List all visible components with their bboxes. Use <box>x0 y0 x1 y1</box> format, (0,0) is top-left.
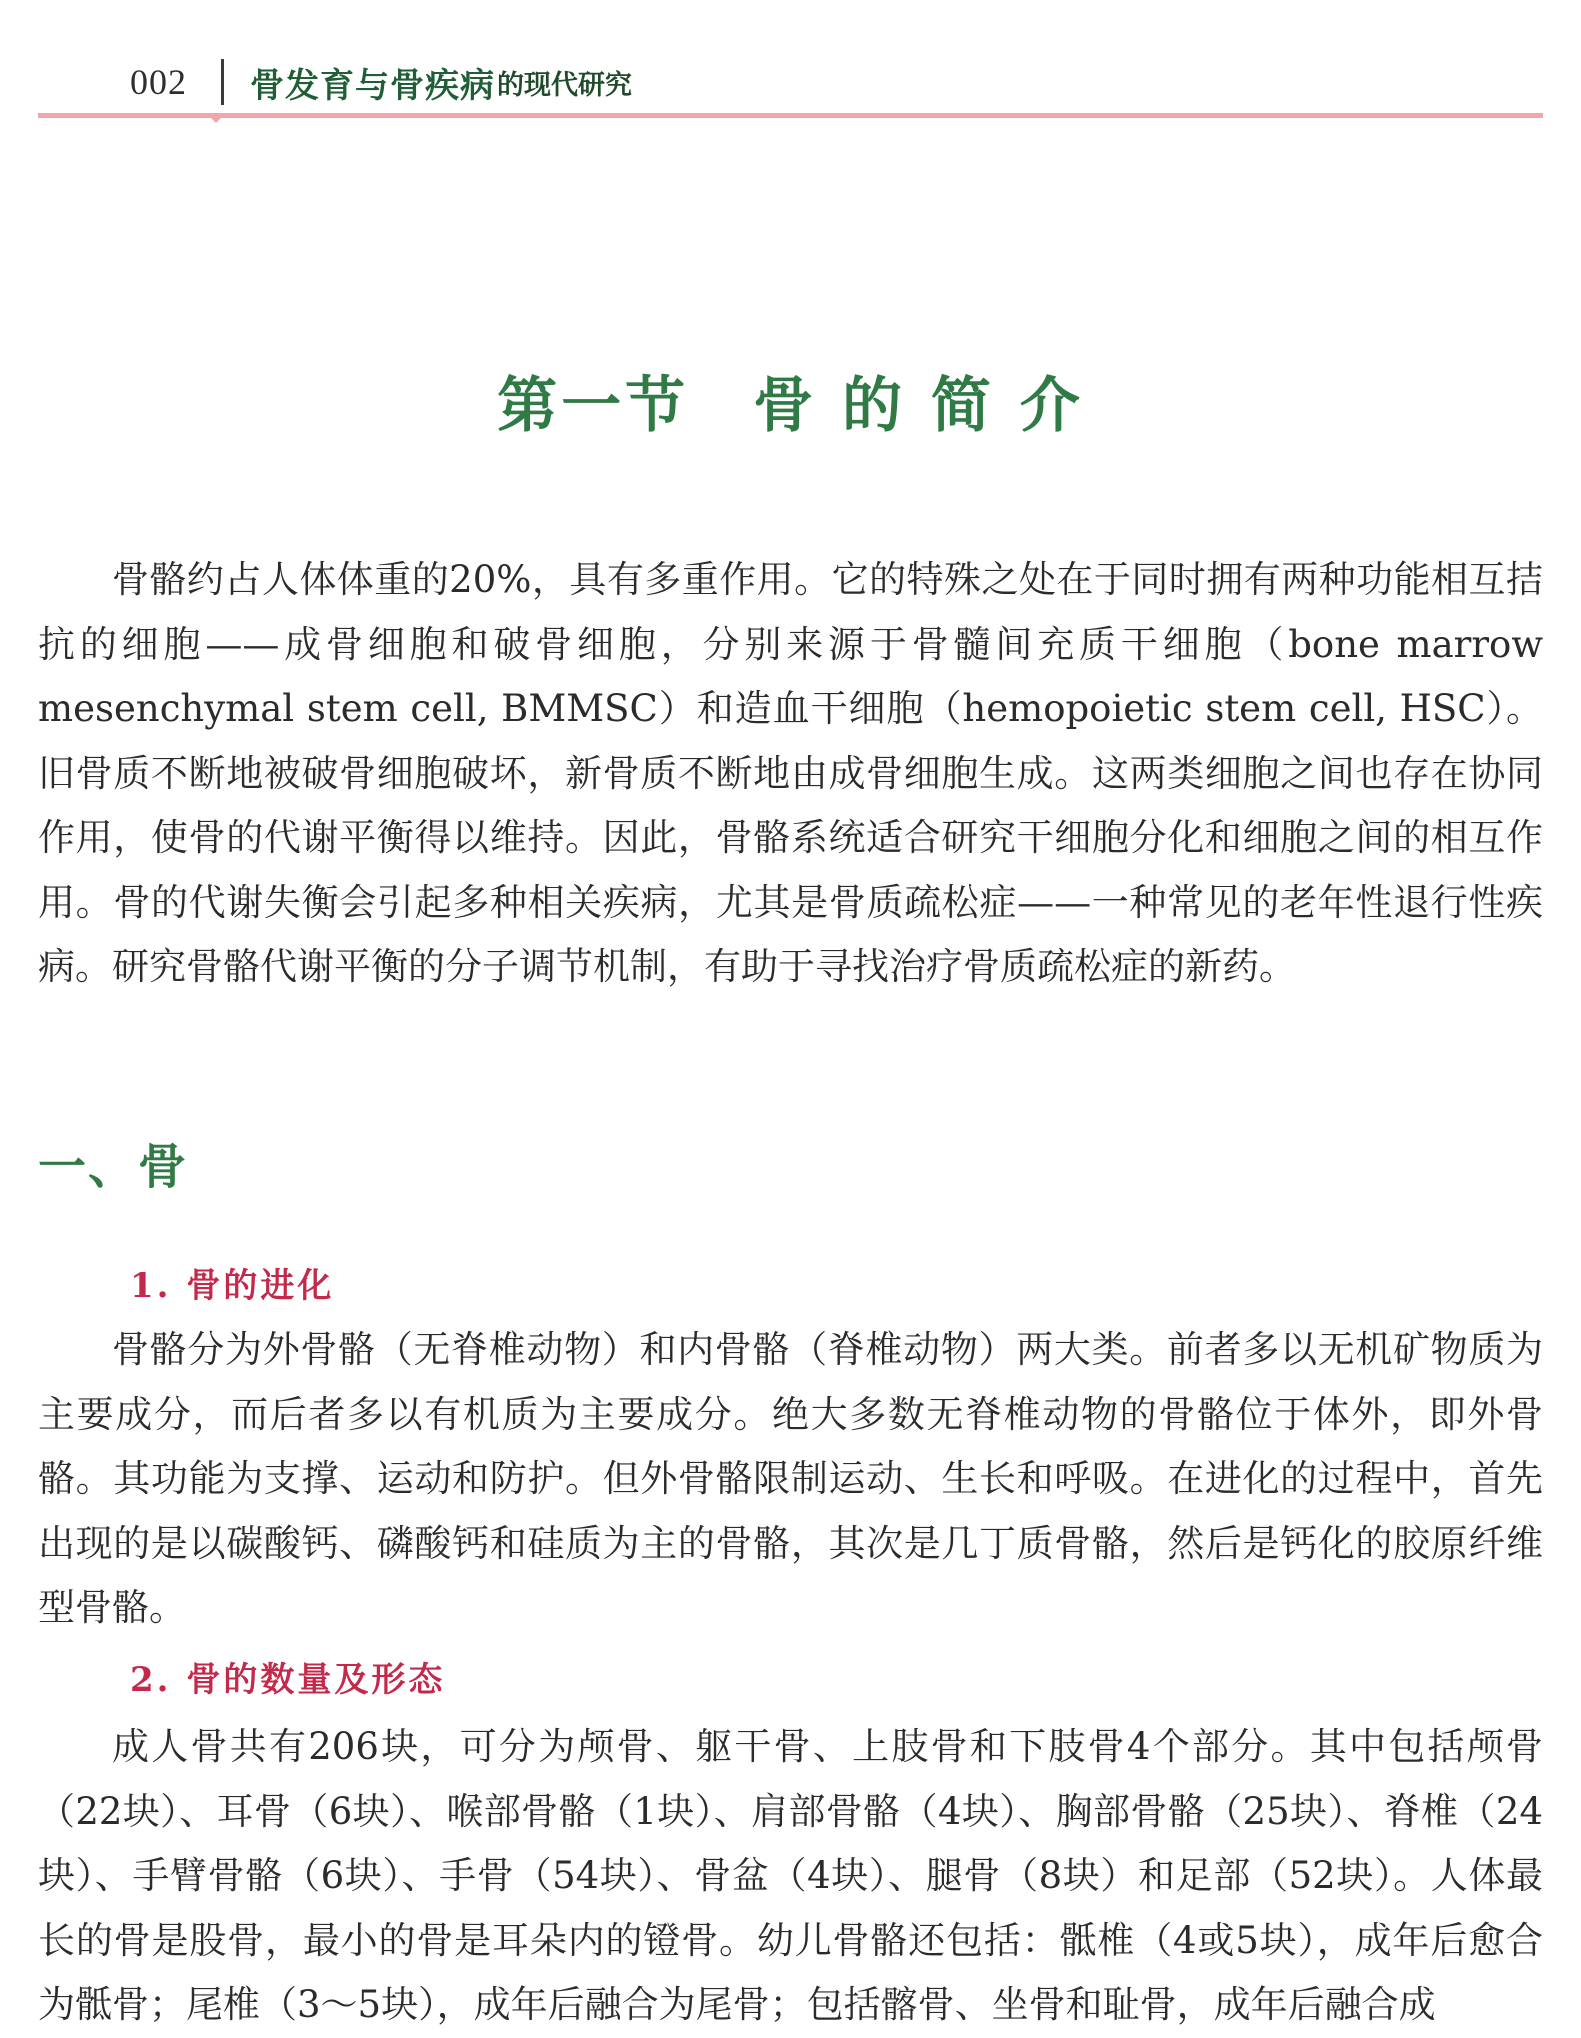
header-divider <box>221 59 224 105</box>
subheading-count-shape: 2. 骨的数量及形态 <box>130 1660 446 1700</box>
count-shape-paragraph: 成人骨共有206块，可分为颅骨、躯干骨、上肢骨和下肢骨4个部分。其中包括颅骨（22块）、耳骨（6块）、喉部骨骼（1块）、肩部骨骼（4块）、胸部骨骼（25块）、脊椎（24块）、手臂骨骼（6块）、手骨（54块）、骨盆（4块）、腿骨（8块）和足部（52块）。人体最长的骨是股骨，最小的骨是耳朵内的镫骨。幼儿骨骼还包括：骶椎（4或5块），成年后愈合为骶骨；尾椎（3～5块），成年后融合为尾骨；包括髂骨、坐骨和耻骨，成年后融合成 <box>38 1725 1543 2026</box>
running-header <box>130 52 632 112</box>
header-rule-notch <box>210 117 222 123</box>
evolution-paragraph: 骨骼分为外骨骼（无脊椎动物）和内骨骼（脊椎动物）两大类。前者多以无机矿物质为主要成分，而后者多以有机质为主要成分。绝大多数无脊椎动物的骨骼位于体外，即外骨骼。其功能为支撑、运动和防护。但外骨骼限制运动、生长和呼吸。在进化的过程中，首先出现的是以碳酸钙、磷酸钙和硅质为主的骨骼，其次是几丁质骨骼，然后是钙化的胶原纤维型骨骼。 <box>38 1328 1543 1629</box>
header-rule <box>38 113 1543 118</box>
page-number: 002 <box>130 62 187 102</box>
book-title-rest: 的现代研究 <box>497 69 632 101</box>
intro-paragraph: 骨骼约占人体体重的20%，具有多重作用。它的特殊之处在于同时拥有两种功能相互拮抗的细胞——成骨细胞和破骨细胞，分别来源于骨髓间充质干细胞（bone marrow mesenchymal stem cell, BMMSC）和造血干细胞（hemopoietic stem cell, HSC）。旧骨质不断地被破骨细胞破坏，新骨质不断地由成骨细胞生成。这两类细胞之间也存在协同作用，使骨的代谢平衡得以维持。因此，骨骼系统适合研究干细胞分化和细胞之间的相互作用。骨的代谢失衡会引起多种相关疾病，尤其是骨质疏松症——一种常见的老年性退行性疾病。研究骨骼代谢平衡的分子调节机制，有助于寻找治疗骨质疏松症的新药。 <box>38 558 1543 988</box>
subheading-evolution: 1. 骨的进化 <box>130 1266 335 1306</box>
book-title-emphasis: 骨发育与骨疾病 <box>250 65 495 106</box>
section-title: 第一节 骨 的 简 介 <box>497 371 1084 441</box>
part-heading-bone: 一、骨 <box>38 1139 189 1195</box>
